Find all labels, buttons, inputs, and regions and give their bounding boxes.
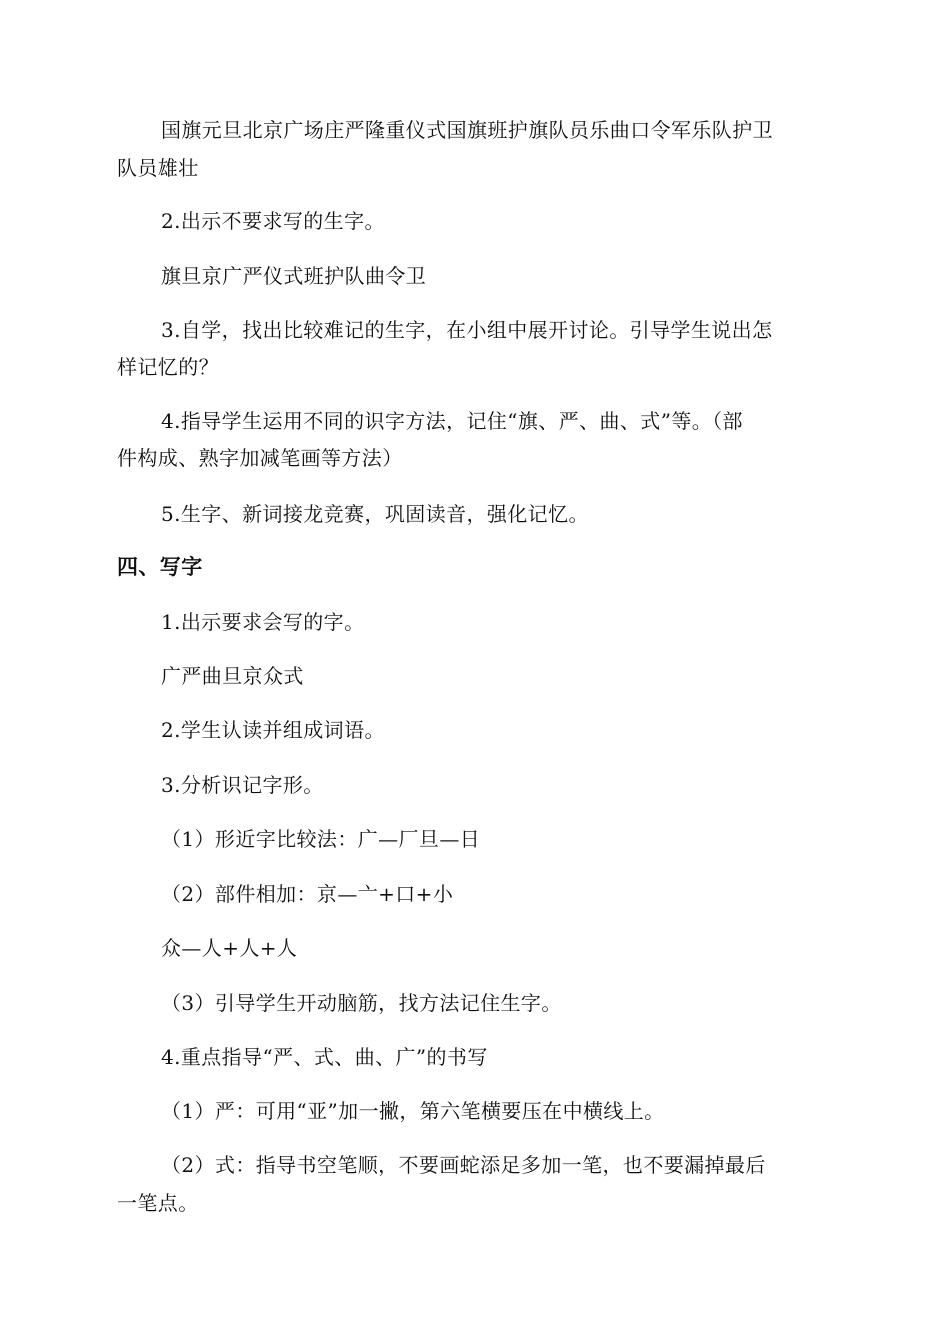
paragraph-line: 队员雄壮 (117, 156, 199, 180)
paragraph-line: 2.学生认读并组成词语。 (161, 718, 385, 742)
paragraph-line: 一笔点。 (117, 1191, 199, 1215)
paragraph-line: 国旗元旦北京广场庄严隆重仪式国旗班护旗队员乐曲口令军乐队护卫 (161, 118, 773, 142)
paragraph-line: 4.指导学生运用不同的识字方法，记住“旗、严、曲、式”等。（部 (161, 409, 743, 433)
paragraph-line: 样记忆的？ (117, 355, 219, 379)
paragraph-line: 广严曲旦京众式 (161, 664, 304, 688)
paragraph-line: （2）式：指导书空笔顺，不要画蛇添足多加一笔，也不要漏掉最后 (161, 1153, 766, 1177)
section-heading: 四、写字 (117, 555, 203, 579)
paragraph-line: （2）部件相加：京—亠+口+小 (161, 882, 454, 906)
paragraph-line: 1.出示要求会写的字。 (161, 610, 365, 634)
paragraph-line: 旗旦京广严仪式班护队曲令卫 (161, 264, 427, 288)
paragraph-line: 5.生字、新词接龙竞赛，巩固读音，强化记忆。 (161, 502, 589, 526)
paragraph-line: （3）引导学生开动脑筋，找方法记住生字。 (161, 991, 562, 1015)
paragraph-line: 2.出示不要求写的生字。 (161, 209, 385, 233)
paragraph-line: （1）形近字比较法：广—厂旦—日 (161, 827, 481, 851)
paragraph-line: 3.分析识记字形。 (161, 773, 324, 797)
paragraph-line: 件构成、熟字加减笔画等方法） (117, 446, 403, 470)
paragraph-line: （1）严：可用“亚”加一撇，第六笔横要压在中横线上。 (161, 1099, 665, 1123)
paragraph-line: 3.自学，找出比较难记的生字，在小组中展开讨论。引导学生说出怎 (161, 318, 773, 342)
paragraph-line: 众—人+人+人 (161, 936, 298, 960)
paragraph-line: 4.重点指导“严、式、曲、广”的书写 (161, 1045, 488, 1069)
